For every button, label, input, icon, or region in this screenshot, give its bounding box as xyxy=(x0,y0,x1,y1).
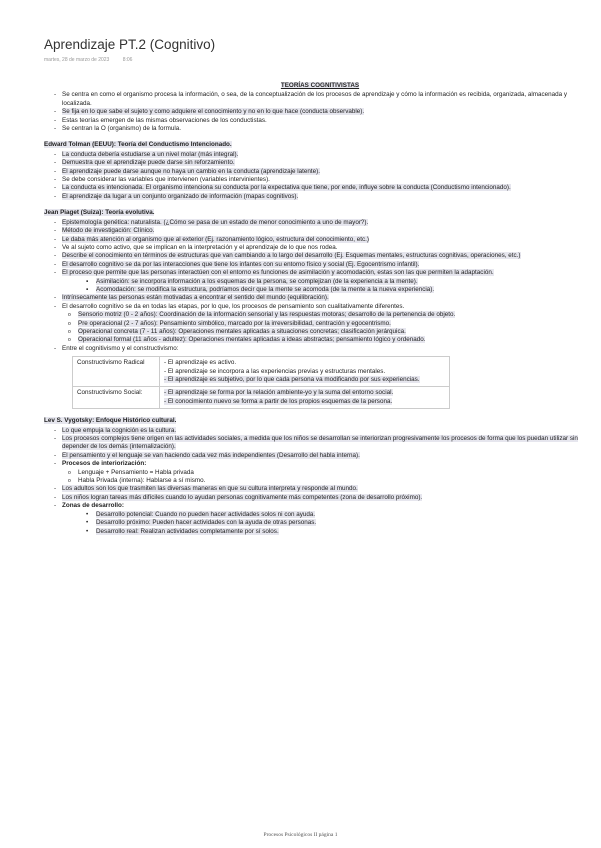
list-item: - Lo que empuja la cognición es la cultura. xyxy=(44,427,596,435)
table-cell: - El aprendizaje es activo. - El aprendizaje se incorpora a las experiencias previas y estructuras mentales. - El aprendizaje es subjetivo, por lo que cada persona va modificando por sus experiencias. xyxy=(160,357,450,387)
list-item: o Sensorio motriz (0 - 2 años): Coordinación de la información sensorial y las respuestas motoras; desarrollo de la pertenencia de objeto. xyxy=(68,311,596,319)
section-heading: TEORÍAS COGNITIVISTAS xyxy=(280,82,360,89)
tolman-list xyxy=(44,151,596,201)
list-item: o Lenguaje + Pensamiento = Habla privada xyxy=(68,469,596,477)
list-item: - Ve al sujeto como activo, que se implican en la interpretación y el aprendizaje de lo que nos rodea. xyxy=(44,244,596,252)
list-item: - Entre el cognitivismo y el constructivismo: xyxy=(44,345,596,353)
table-row xyxy=(73,387,450,409)
list-item: - Se fija en lo que sabe el sujeto y como adquiere el conocimiento y no en lo que hace (conducta observable). xyxy=(44,108,596,116)
vygotsky-heading: Lev S. Vygotsky: Enfoque Histórico cultural. xyxy=(44,417,177,425)
list-item: o Habla Privada (interna): Hablarse a sí mismo. xyxy=(68,477,596,485)
piaget-list-3 xyxy=(44,345,596,353)
page-title: Aprendizaje PT.2 (Cognitivo) xyxy=(44,37,216,52)
list-item: o Pre operacional (2 - 7 años): Pensamiento simbólico, marcado por la irreversibilidad, centración y egocentrismo. xyxy=(68,320,596,328)
list-item: o Operacional formal (11 años - adultez): Operaciones mentales aplicadas a ideas abstractas; pensamiento lógico y ordenado. xyxy=(68,336,596,344)
list-item: - Procesos de interiorización: xyxy=(44,460,596,468)
list-item: - Intrínsecamente las personas están motivadas a encontrar el sentido del mundo (equilibración). xyxy=(44,294,596,302)
list-item: - El aprendizaje puede darse aunque no haya un cambio en la conducta (aprendizaje latente). xyxy=(44,168,596,176)
list-item: - Se centran la O (organismo) de la formula. xyxy=(44,125,596,133)
list-item: • Desarrollo real: Realizan actividades completamente por sí solos. xyxy=(86,528,596,536)
piaget-list xyxy=(44,219,596,278)
list-item: - Los adultos son los que trasmiten las diversas maneras en que su cultura interpreta y responde al mundo. xyxy=(44,485,596,493)
page-time: 8:06 xyxy=(122,57,133,63)
list-item: - Describe el conocimiento en términos de estructuras que van cambiando a lo largo del desarrollo (Ej. Esquemas mentales, estructuras cognitivas, operaciones, etc.) xyxy=(44,252,596,260)
adaptation-list xyxy=(86,278,596,295)
list-item: - La conducta debería estudiarse a un nivel molar (más integral). xyxy=(44,151,596,159)
constructivism-table xyxy=(72,356,450,409)
list-item: - Zonas de desarrollo: xyxy=(44,502,596,510)
list-item: - El pensamiento y el lenguaje se van haciendo cada vez más independientes (Desarrollo del habla interna). xyxy=(44,452,596,460)
list-item: - El proceso que permite que las personas interactúen con el entorno es funciones de asimilación y acomodación, estas son las que permiten la adaptación. xyxy=(44,269,596,277)
note-content xyxy=(44,82,596,536)
vygotsky-list-2 xyxy=(44,485,596,510)
list-item: - La conducta es intencionada. El organismo intenciona su conducta por la expectativa que tiene, por ende, influye sobre la conducta (Conductismo intencionado). xyxy=(44,184,596,192)
list-item: o Operacional concreta (7 - 11 años): Operaciones mentales aplicadas a situaciones concretas; clasificación jerárquica. xyxy=(68,328,596,336)
table-row xyxy=(73,357,450,387)
list-item: • Desarrollo potencial: Cuando no pueden hacer actividades solos ni con ayuda. xyxy=(86,511,596,519)
interiorizacion-list xyxy=(68,469,596,486)
list-item: ▪ Asimilación: se incorpora información a los esquemas de la persona, se complejizan (de la experiencia a la mente). xyxy=(86,278,596,286)
table-cell: - El aprendizaje se forma por la relación ambiente-yo y la suma del entorno social. - El conocimiento nuevo se forma a partir de los propios esquemas de la persona. xyxy=(160,387,450,409)
list-item: - El aprendizaje da lugar a un conjunto organizado de información (mapas cognitivos). xyxy=(44,193,596,201)
page-meta xyxy=(44,57,132,63)
list-item: - Demuestra que el aprendizaje puede darse sin reforzamiento. xyxy=(44,159,596,167)
list-item: - El desarrollo cognitivo se da por las interacciones que tiene los infantes con su entorno físico y social (Ej. Egocentrismo infantil). xyxy=(44,261,596,269)
piaget-heading: Jean Piaget (Suiza): Teoría evolutiva. xyxy=(44,209,155,217)
list-item: - Los procesos complejos tiene origen en las actividades sociales, a medida que los niños se desarrollan se interiorizan progresivamente los procesos de forma que los puedan utilizar sin depender de los demás (internalización). xyxy=(44,435,596,452)
list-item: - Método de investigación: Clínico. xyxy=(44,227,596,235)
vygotsky-list xyxy=(44,427,596,469)
list-item: - Estas teorías emergen de las mismas observaciones de los conductistas. xyxy=(44,117,596,125)
table-cell: Constructivismo Social: xyxy=(73,387,160,409)
table-cell: Constructivismo Radical xyxy=(73,357,160,387)
stages-list xyxy=(68,311,596,345)
list-item: - Se debe considerar las variables que intervienen (variables intervinientes). xyxy=(44,176,596,184)
intro-list xyxy=(44,91,596,133)
list-item: - Epistemología genética: naturalista. (¿Cómo se pasa de un estado de menor conocimiento a uno de mayor?). xyxy=(44,219,596,227)
list-item: - Se centra en como el organismo procesa la información, o sea, de la conceptualización de los procesos de aprendizaje y cómo la información es recibida, organizada, almacenada y localizada. xyxy=(44,91,596,108)
list-item: ▪ Acomodación: se modifica la estructura, podríamos decir que la mente se acomoda (de la mente a la nueva experiencia). xyxy=(86,286,596,294)
list-item: - El desarrollo cognitivo se da en todas las etapas, por lo que, los procesos de pensamiento son cualitativamente diferentes. xyxy=(44,303,596,311)
piaget-list-2 xyxy=(44,294,596,311)
tolman-heading: Edward Tolman (EEUU): Teoría del Conductismo Intencionado. xyxy=(44,141,232,149)
list-item: - Le daba más atención al organismo que al exterior (Ej. razonamiento lógico, estructura del conocimiento, etc.) xyxy=(44,236,596,244)
zonas-list xyxy=(86,511,596,536)
list-item: • Desarrollo próximo: Pueden hacer actividades con la ayuda de otras personas. xyxy=(86,519,596,527)
page-date: martes, 28 de marzo de 2023 xyxy=(44,57,110,63)
list-item: - Los niños logran tareas más difíciles cuando lo ayudan personas cognitivamente más competentes (zona de desarrollo próximo). xyxy=(44,494,596,502)
page-footer: Procesos Psicológicos II página 1 xyxy=(263,832,338,838)
